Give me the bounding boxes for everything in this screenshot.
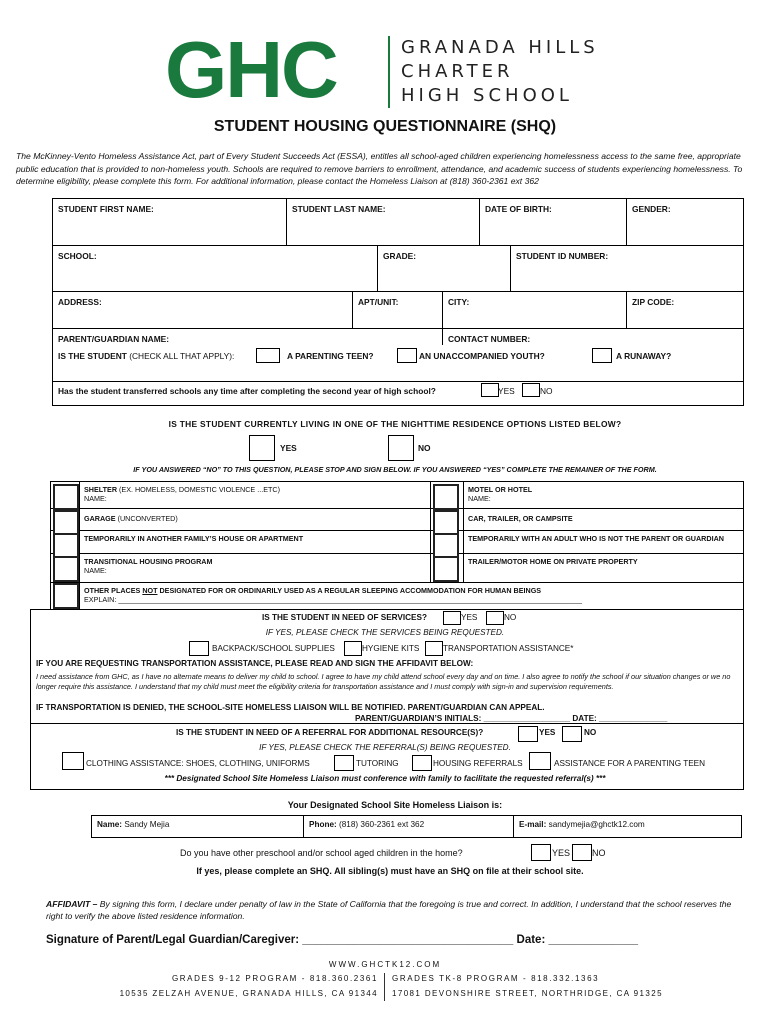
affidavit-statement: AFFIDAVIT – By signing this form, I declare under penalty of law in the State of California that the foregoing is true and correct. In addition, I understand that the school reserves the right to verify the above listed residence information. <box>46 899 732 921</box>
hygiene-checkbox[interactable] <box>344 641 362 656</box>
services-no-checkbox[interactable] <box>486 611 504 625</box>
siblings-note: If yes, please complete an SHQ. All sibling(s) must have an SHQ on file at their school site. <box>196 866 584 876</box>
nighttime-question: IS THE STUDENT CURRENTLY LIVING IN ONE OF THE NIGHTTIME RESIDENCE OPTIONS LISTED BELOW? <box>168 419 622 429</box>
transportation-label: TRANSPORTATION ASSISTANCE* <box>443 644 574 653</box>
services-question: IS THE STUDENT IN NEED OF SERVICES? <box>262 613 427 622</box>
family-house-option: TEMPORARILY IN ANOTHER FAMILY’S HOUSE OR APARTMENT <box>84 534 304 543</box>
backpack-label: BACKPACK/SCHOOL SUPPLIES <box>212 644 335 653</box>
nighttime-yes-checkbox[interactable] <box>249 435 275 461</box>
transferred-no-label: NO <box>540 386 553 396</box>
footer-address-k8: 17081 DEVONSHIRE STREET, NORTHRIDGE, CA 91325 <box>392 989 663 998</box>
address-field[interactable]: ADDRESS: <box>58 297 102 307</box>
page-title: STUDENT HOUSING QUESTIONNAIRE (SHQ) <box>213 118 557 135</box>
siblings-yes-checkbox[interactable] <box>531 844 551 861</box>
trailer-private-option: TRAILER/MOTOR HOME ON PRIVATE PROPERTY <box>468 557 638 566</box>
housing-label: HOUSING REFERRALS <box>433 759 523 768</box>
referral-no-label: NO <box>584 728 597 737</box>
backpack-checkbox[interactable] <box>189 641 209 656</box>
school-field[interactable]: SCHOOL: <box>58 251 97 261</box>
footer-address-hs: 10535 ZELZAH AVENUE, GRANADA HILLS, CA 91344 <box>119 989 378 998</box>
siblings-question: Do you have other preschool and/or school aged children in the home? <box>180 848 463 858</box>
services-yes-checkbox[interactable] <box>443 611 461 625</box>
gender-field[interactable]: GENDER: <box>632 204 671 214</box>
hygiene-label: HYGIENE KITS <box>362 644 420 653</box>
is-student-label: IS THE STUDENT (CHECK ALL THAT APPLY): <box>58 351 235 361</box>
transferred-yes-checkbox[interactable] <box>481 383 499 397</box>
parenting-teen-label: A PARENTING TEEN? <box>287 351 374 361</box>
student-id-field[interactable]: STUDENT ID NUMBER: <box>516 251 609 261</box>
clothing-checkbox[interactable] <box>62 752 84 770</box>
logo-line-3: HIGH SCHOOL <box>401 85 573 106</box>
parent-initials-field[interactable]: PARENT/GUARDIAN’S INITIALS: ___________________ DATE: _______________ <box>355 714 668 723</box>
referral-yes-label: YES <box>539 728 556 737</box>
logo-line-2: CHARTER <box>401 61 514 82</box>
transitional-housing-option: TRANSITIONAL HOUSING PROGRAM NAME: <box>84 557 213 575</box>
referral-no-checkbox[interactable] <box>562 726 582 742</box>
tutoring-label: TUTORING <box>356 759 399 768</box>
nighttime-yes-label: YES <box>280 443 297 453</box>
signature-line[interactable]: Signature of Parent/Legal Guardian/Caregiver: _________________________________ Date: ______________ <box>46 934 639 946</box>
garage-option: GARAGE (UNCONVERTED) <box>84 514 178 523</box>
clothing-label: CLOTHING ASSISTANCE: SHOES, CLOTHING, UNIFORMS <box>86 759 310 768</box>
services-no-label: NO <box>504 613 517 622</box>
referral-yes-checkbox[interactable] <box>518 726 538 742</box>
services-yes-label: YES <box>461 613 478 622</box>
adult-not-parent-option: TEMPORARILY WITH AN ADULT WHO IS NOT THE PARENT OR GUARDIAN <box>468 534 724 543</box>
liaison-name: Name: Sandy Mejia <box>97 820 170 829</box>
other-places-checkbox[interactable] <box>53 583 79 609</box>
transport-denied-note: IF TRANSPORTATION IS DENIED, THE SCHOOL-SITE HOMELESS LIAISON WILL BE NOTIFIED. PARENT/GUARDIAN CAN APPEAL. <box>36 703 545 712</box>
contact-number-field[interactable]: CONTACT NUMBER: <box>448 334 531 344</box>
liaison-email: E-mail: sandymejia@ghctk12.com <box>519 820 645 829</box>
transferred-yes-label: YES <box>498 386 515 396</box>
parent-name-field[interactable]: PARENT/GUARDIAN NAME: <box>58 334 170 344</box>
grade-field[interactable]: GRADE: <box>383 251 417 261</box>
parenting-teen-assist-checkbox[interactable] <box>529 752 551 770</box>
housing-checkbox[interactable] <box>412 755 432 771</box>
dob-field[interactable]: DATE OF BIRTH: <box>485 204 552 214</box>
affidavit-transport-title: IF YOU ARE REQUESTING TRANSPORTATION ASSISTANCE, PLEASE READ AND SIGN THE AFFIDAVIT BELOW: <box>36 659 474 668</box>
unaccompanied-youth-label: AN UNACCOMPANIED YOUTH? <box>419 351 545 361</box>
nighttime-no-label: NO <box>418 443 431 453</box>
apt-field[interactable]: APT/UNIT: <box>358 297 399 307</box>
nighttime-instruction: IF YOU ANSWERED “NO” TO THIS QUESTION, PLEASE STOP AND SIGN BELOW. IF YOU ANSWERED “YES” COMPLETE THE REMAINER OF THE FORM. <box>133 465 657 474</box>
tutoring-checkbox[interactable] <box>334 755 354 771</box>
first-name-field[interactable]: STUDENT FIRST NAME: <box>58 204 154 214</box>
siblings-yes-label: YES <box>552 848 571 858</box>
transportation-checkbox[interactable] <box>425 641 443 656</box>
siblings-no-label: NO <box>592 848 606 858</box>
referral-note: *** Designated School Site Homeless Liaison must conference with family to facilitate the requested referral(s) *** <box>164 774 606 783</box>
liaison-heading: Your Designated School Site Homeless Liaison is: <box>287 800 503 810</box>
city-field[interactable]: CITY: <box>448 297 470 307</box>
other-places-option: OTHER PLACES NOT DESIGNATED FOR OR ORDINARILY USED AS A REGULAR SLEEPING ACCOMMODATION FOR HUMAN BEINGS EXPLAIN: ____________________________________________________________________________________________________________________ <box>84 586 583 604</box>
nighttime-no-checkbox[interactable] <box>388 435 414 461</box>
runaway-checkbox[interactable] <box>592 348 612 363</box>
intro-paragraph: The McKinney-Vento Homeless Assistance Act, part of Every Student Succeeds Act (ESSA), entitles all school-aged children experiencing homelessness access to the same free, appropriate public education that is provided to non-homeless youth. Schools are required to remove barriers to enrollment, attendance, and academic success of students experiencing homelessness. To determine eligibility, please complete this form. For additional information, please contact the Homeless Liaison at (818) 360-2361 ext 362 <box>16 151 743 186</box>
motel-option: MOTEL OR HOTEL NAME: <box>468 485 533 503</box>
shelter-checkbox[interactable] <box>53 484 79 510</box>
unaccompanied-youth-checkbox[interactable] <box>397 348 417 363</box>
motel-checkbox[interactable] <box>433 484 459 510</box>
ghc-logo: GHC <box>165 25 337 114</box>
trailer-private-checkbox[interactable] <box>433 556 459 582</box>
affidavit-transport-text: I need assistance from GHC, as I have no alternate means to deliver my child to school. I agree to have my child attend school every day and on time. I also agree to notify the school if our situation changes or we no longer require this assistance. I understand that my child must meet the eligibility criteria for transportation assistance and I must comply with sign-in and supervision requirements. <box>36 672 731 691</box>
logo-divider <box>388 36 390 108</box>
transferred-question: Has the student transferred schools any time after completing the second year of high school? <box>58 386 436 396</box>
services-instruction: IF YES, PLEASE CHECK THE SERVICES BEING REQUESTED. <box>265 628 505 637</box>
referral-question: IS THE STUDENT IN NEED OF A REFERRAL FOR ADDITIONAL RESOURCE(S)? <box>176 728 484 737</box>
referral-instruction: IF YES, PLEASE CHECK THE REFERRAL(S) BEING REQUESTED. <box>259 743 511 752</box>
footer-grades-hs: GRADES 9-12 PROGRAM - 818.360.2361 <box>171 974 378 983</box>
transitional-housing-checkbox[interactable] <box>53 556 79 582</box>
car-trailer-option: CAR, TRAILER, OR CAMPSITE <box>468 514 573 523</box>
footer-website: WWW.GHCTK12.COM <box>328 960 442 969</box>
siblings-no-checkbox[interactable] <box>572 844 592 861</box>
parenting-teen-assist-label: ASSISTANCE FOR A PARENTING TEEN <box>554 759 706 768</box>
runaway-label: A RUNAWAY? <box>616 351 672 361</box>
parenting-teen-checkbox[interactable] <box>256 348 280 363</box>
footer-grades-k8: GRADES TK-8 PROGRAM - 818.332.1363 <box>392 974 600 983</box>
shelter-option: SHELTER (EX. HOMELESS, DOMESTIC VIOLENCE ...ETC) NAME: <box>84 485 280 503</box>
zip-field[interactable]: ZIP CODE: <box>632 297 675 307</box>
school-name-lockup <box>401 36 599 108</box>
last-name-field[interactable]: STUDENT LAST NAME: <box>292 204 386 214</box>
logo-line-1: GRANADA HILLS <box>401 37 599 58</box>
transferred-no-checkbox[interactable] <box>522 383 540 397</box>
liaison-phone: Phone: (818) 360-2361 ext 362 <box>309 820 425 829</box>
